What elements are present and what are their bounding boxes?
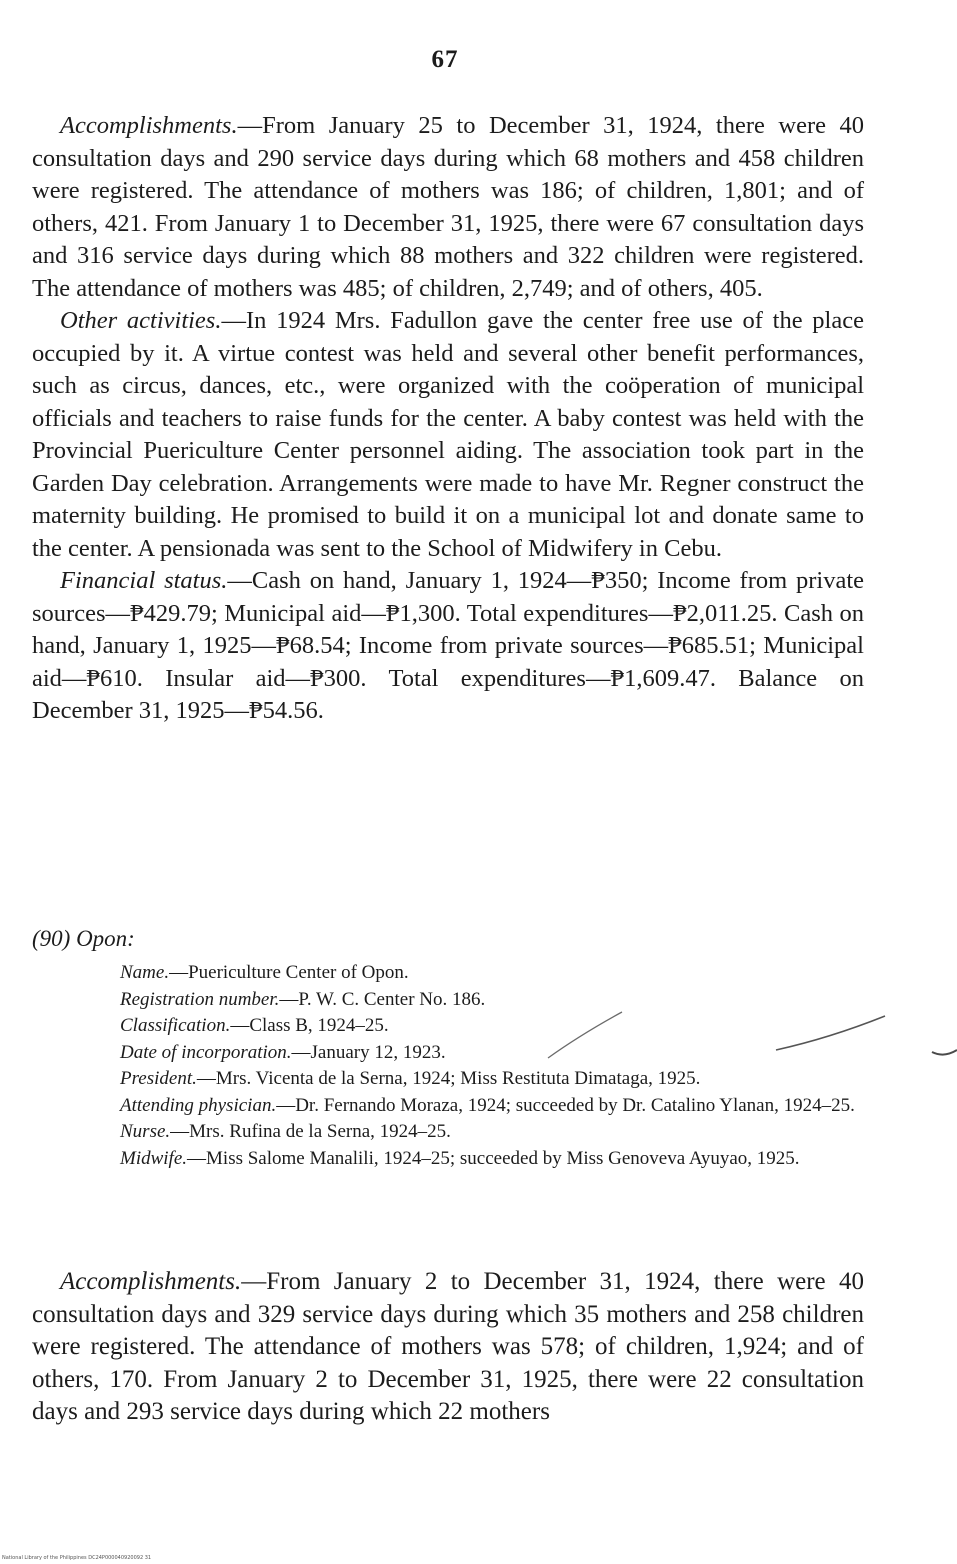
opon-accomplishments-text: —From January 2 to December 31, 1924, there were 40 consultation days and 329 service days during which 35 mothers and 258 children were registered. The attendance of mothers was 578; of children, 1,924; and of others, 170. From January 2 to December 31, 1925, there were 22 consultation days and 293 service days during which 22 mothers [32, 1268, 864, 1425]
financial-status-text: —Cash on hand, January 1, 1924—₱350; Income from private sources—₱429.79; Municipal aid—₱1,300. Total expenditures—₱2,011.25. Cash on hand, January 1, 1925—₱68.54; Income from private sources—₱685.51; Municipal aid—₱610. Insular aid—₱300. Total expenditures—₱1,609.47. Balance on December 31, 1925—₱54.56. [32, 567, 864, 724]
entry-label: Classification. [120, 1015, 231, 1036]
entry-label: President. [120, 1068, 197, 1089]
pen-stroke-diagonal [548, 1012, 622, 1058]
entry-label: Date of incorporation. [120, 1041, 292, 1063]
entry-value: —Dr. Fernando Moraza, 1924; succeeded by Dr. Catalino Ylanan, 1924–25. [276, 1094, 855, 1116]
entry-value: —P. W. C. Center No. 186. [279, 988, 486, 1010]
other-activities-text: —In 1924 Mrs. Fadullon gave the center free use of the place occupied by it. A virtue contest was held and several other benefit performances, such as circus, dances, etc., were organized with the coöperation of municipal officials and teachers to raise funds for the center. A baby contest was held with the Provincial Puericulture Center personnel aiding. The association took part in the Garden Day celebration. Arrangements were made to have Mr. Regner construct the maternity building. He promised to build it on a municipal lot and donate same to the center. A pensionada was sent to the School of Midwifery in Cebu. [32, 307, 864, 562]
opon-accomplishments-lead: Accomplishments. [60, 1268, 242, 1295]
footer-caption: National Library of the Philippines DC24P000040920092 31 [2, 1555, 152, 1561]
entry-value: —Mrs. Rufina de la Serna, 1924–25. [170, 1121, 451, 1142]
pen-stroke-margin [776, 1016, 885, 1050]
entry-label: Nurse. [120, 1121, 171, 1142]
entry-label: Registration number. [120, 988, 280, 1010]
pen-stroke-tick [932, 1050, 957, 1055]
entry-label: Midwife. [120, 1147, 188, 1169]
accomplishments-text: —From January 25 to December 31, 1924, there were 40 consultation days and 290 service days during which 68 mothers and 458 children were registered. The attendance of mothers was 186; of children, 1,801; and of others, 421. From January 1 to December 31, 1925, there were 67 consultation days and 316 service days during which 88 mothers and 322 children were registered. The attendance of mothers was 485; of children, 2,749; and of others, 405. [32, 112, 864, 302]
accomplishments-lead: Accomplishments. [60, 112, 238, 139]
entry-label: Name. [120, 962, 170, 983]
page-number: 67 [431, 46, 459, 73]
financial-status-lead: Financial status. [60, 567, 228, 594]
other-activities-lead: Other activities. [60, 307, 222, 334]
entry-label: Attending physician. [120, 1094, 277, 1116]
entry-value: —Miss Salome Manalili, 1924–25; succeeded by Miss Genoveva Ayuyao, 1925. [187, 1147, 800, 1169]
entry-value: —Puericulture Center of Opon. [169, 962, 409, 983]
entry-value: —Mrs. Vicenta de la Serna, 1924; Miss Restituta Dimataga, 1925. [196, 1068, 701, 1089]
opon-heading: (90) Opon: [32, 926, 135, 951]
entry-value: —January 12, 1923. [291, 1041, 446, 1063]
entry-value: —Class B, 1924–25. [230, 1015, 389, 1036]
